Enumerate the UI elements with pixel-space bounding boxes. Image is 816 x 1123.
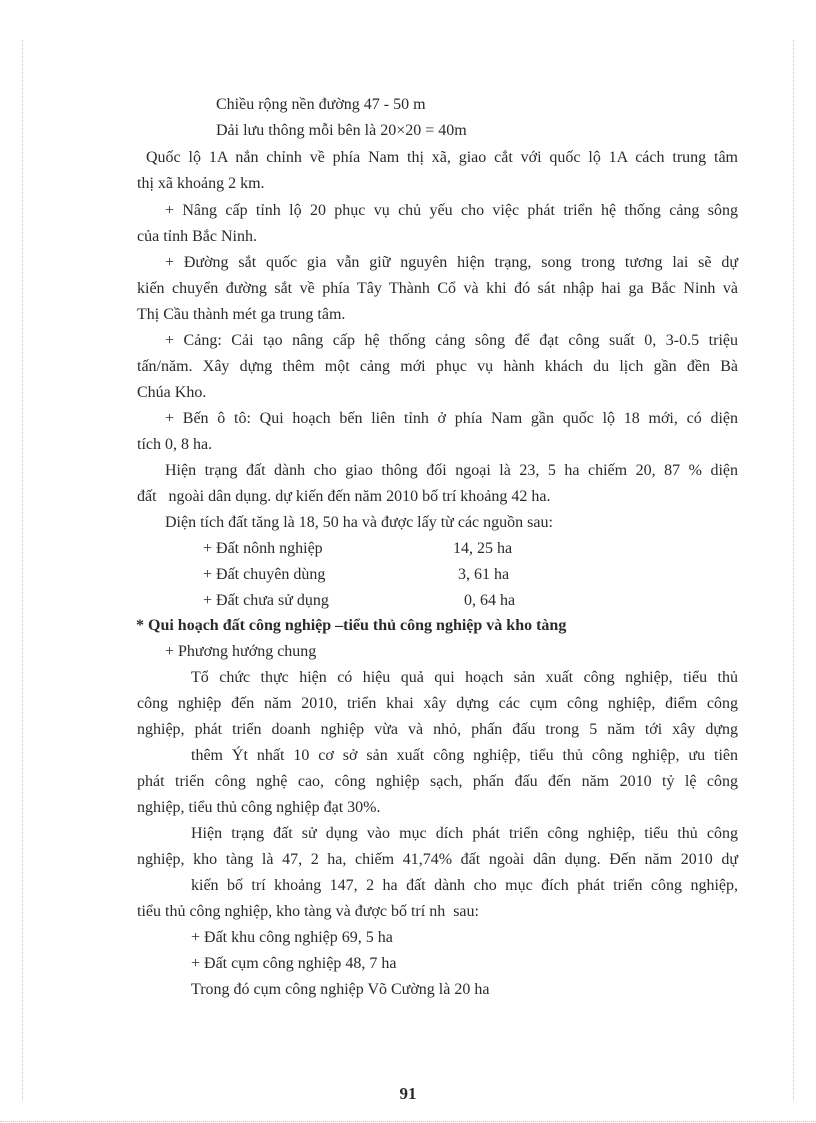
text-line: + Cảng: Cải tạo nâng cấp hệ thống cảng sông để đạt công suất 0, 3-0.5 triệu xyxy=(165,332,738,349)
text-line: + Phương hướng chung xyxy=(165,643,317,660)
text-line: tiểu thủ công nghiệp, kho tàng và được bố trí nh sau: xyxy=(137,903,479,920)
text-line: tấn/năm. Xây dựng thêm một cảng mới phục vụ hành khách du lịch gần đền Bà xyxy=(137,358,738,375)
text-line: Hiện trạng đất dành cho giao thông đối ngoại là 23, 5 ha chiếm 20, 87 % diện xyxy=(165,462,738,479)
land-source-value: 0, 64 ha xyxy=(464,592,516,609)
text-line: tích 0, 8 ha. xyxy=(137,436,213,453)
text-line: Dải lưu thông mỗi bên là 20×20 = 40m xyxy=(216,122,467,139)
text-line: Chiều rộng nền đường 47 - 50 m xyxy=(216,96,426,113)
land-source-label: + Đất chuyên dùng xyxy=(203,566,326,583)
text-line: công nghiệp đến năm 2010, triển khai xây dựng các cụm công nghiệp, điểm công xyxy=(137,695,738,712)
text-line: Chúa Kho. xyxy=(137,384,207,401)
text-line: phát triển công nghệ cao, công nghiệp sạch, phấn đấu đến năm 2010 tỷ lệ công xyxy=(137,773,738,790)
land-source-label: + Đất chưa sử dụng xyxy=(203,592,329,609)
text-line: Thị Cầu thành mét ga trung tâm. xyxy=(137,306,346,323)
text-line: nghiệp, kho tàng là 47, 2 ha, chiếm 41,74% đất ngoài dân dụng. Đến năm 2010 dự xyxy=(137,851,738,868)
text-line: kiến chuyển đường sắt về phía Tây Thành Cổ và khi đó sát nhập hai ga Bắc Ninh và xyxy=(137,280,738,297)
text-line: nghiệp, phát triển doanh nghiệp vừa và nhỏ, phấn đấu trong 5 năm tới xây dựng xyxy=(137,721,738,738)
section-heading: * Qui hoạch đất công nghiệp –tiểu thủ công nghiệp và kho tàng xyxy=(136,617,567,634)
text-line: + Nâng cấp tỉnh lộ 20 phục vụ chủ yếu cho việc phát triển hệ thống cảng sông xyxy=(165,202,738,219)
page-frame-left xyxy=(22,40,23,1101)
page-frame-right xyxy=(793,40,794,1101)
page-number: 91 xyxy=(399,1084,417,1103)
text-line: + Đất cụm công nghiệp 48, 7 ha xyxy=(191,955,397,972)
text-line: kiến bố trí khoảng 147, 2 ha đất dành cho mục đích phát triển công nghiệp, xyxy=(191,877,738,894)
text-line: thị xã khoảng 2 km. xyxy=(137,175,265,192)
text-line: Quốc lộ 1A nắn chỉnh về phía Nam thị xã, giao cắt với quốc lộ 1A cách trung tâm xyxy=(146,149,738,166)
text-line: nghiệp, tiểu thủ công nghiệp đạt 30%. xyxy=(137,799,381,816)
land-source-value: 14, 25 ha xyxy=(453,540,513,557)
land-source-label: + Đất nônh nghiệp xyxy=(203,540,323,557)
page-frame-bottom xyxy=(0,1121,816,1122)
text-line: Trong đó cụm công nghiệp Võ Cường là 20 ha xyxy=(191,981,490,998)
text-line: của tỉnh Bắc Ninh. xyxy=(137,228,257,245)
text-line: Tổ chức thực hiện có hiệu quả qui hoạch sản xuất công nghiệp, tiểu thủ xyxy=(191,669,738,686)
text-line: đất ngoài dân dụng. dự kiến đến năm 2010 bố trí khoảng 42 ha. xyxy=(137,488,551,505)
text-line: thêm Ýt nhất 10 cơ sở sản xuất công nghiệp, tiểu thủ công nghiệp, ưu tiên xyxy=(191,747,738,764)
text-line: + Đất khu công nghiệp 69, 5 ha xyxy=(191,929,393,946)
text-line: + Đường sắt quốc gia vẫn giữ nguyên hiện trạng, song trong tương lai sẽ dự xyxy=(165,254,738,271)
text-line: Diện tích đất tăng là 18, 50 ha và được lấy từ các nguồn sau: xyxy=(165,514,553,531)
text-line: Hiện trạng đất sử dụng vào mục dích phát triển công nghiệp, tiểu thủ công xyxy=(191,825,738,842)
land-source-value: 3, 61 ha xyxy=(458,566,510,583)
text-line: + Bến ô tô: Qui hoạch bến liên tỉnh ở phía Nam gần quốc lộ 18 mới, có diện xyxy=(165,410,738,427)
